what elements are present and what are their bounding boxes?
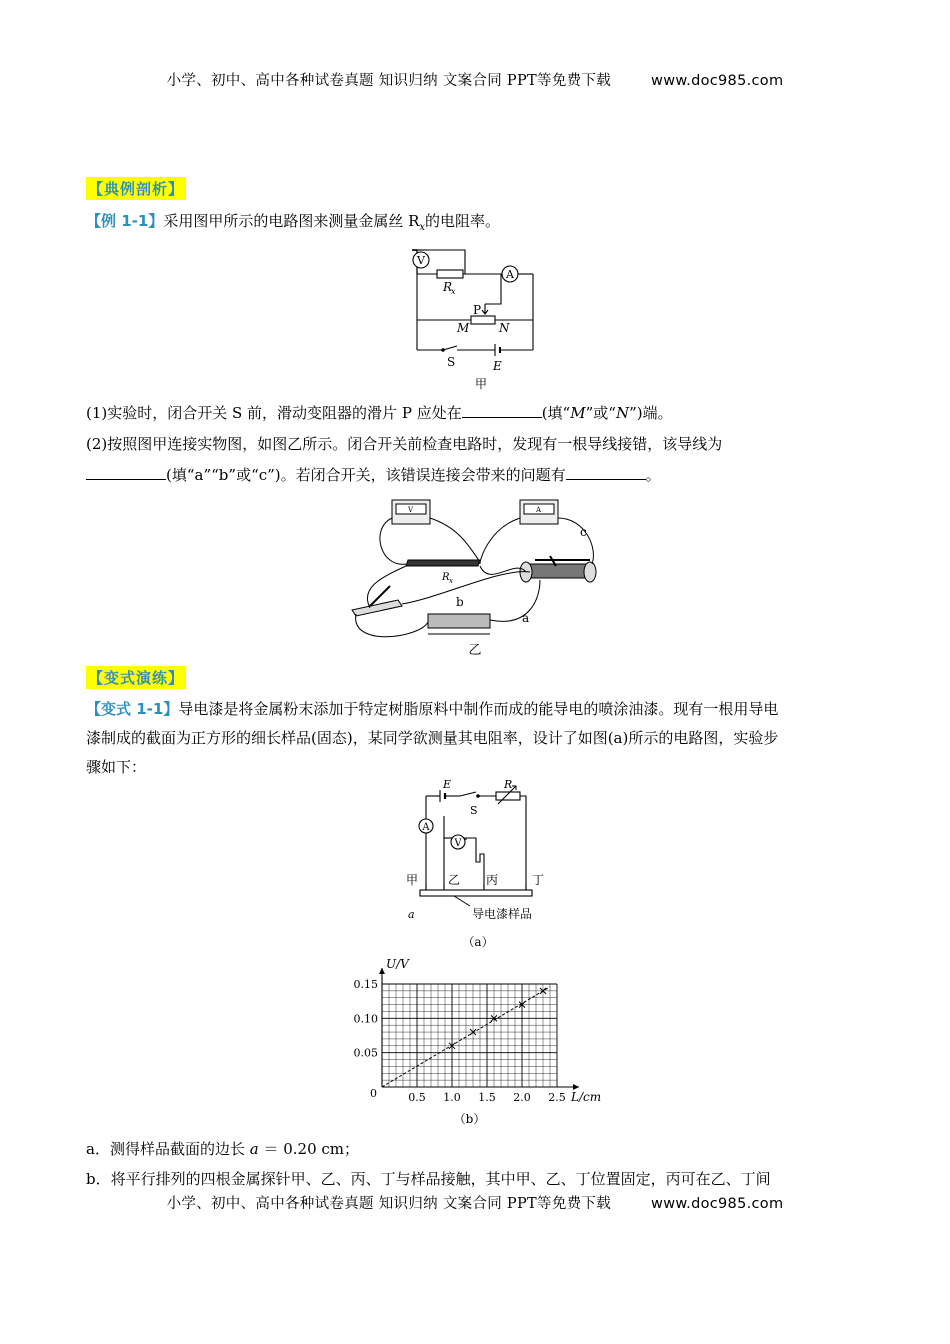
x-tick-label: 2.5: [548, 1091, 566, 1104]
step-b: b．将平行排列的四根金属探针甲、乙、丙、丁与样品接触，其中甲、乙、丁位置固定，丙可在乙、丁间: [86, 1170, 771, 1188]
y-tick-label: 0.15: [353, 978, 378, 991]
q1-option-n: N: [615, 404, 630, 422]
q1-blank[interactable]: [462, 403, 542, 418]
q1-text-c: ”或“: [585, 404, 616, 422]
sample-bar: [420, 890, 532, 896]
step-a-text: a．测得样品截面的边长: [86, 1140, 250, 1158]
fig-a-label-yi: 乙: [448, 873, 461, 887]
origin-label: 0: [370, 1087, 377, 1100]
footer-text: 小学、初中、高中各种试卷真题 知识归纳 文案合同 PPT等免费下载: [166, 1196, 612, 1212]
fig-yi-label-rx-sub: x: [449, 577, 453, 585]
fig-a-label-v: V: [454, 838, 462, 849]
q2-text: (填“a”“b”或“c”)。若闭合开关，该错误连接会带来的问题有: [166, 466, 566, 484]
question-2-line1: (2)按照图甲连接实物图，如图乙所示。闭合开关前检查电路时，发现有一根导线接错，该导线为: [86, 435, 723, 453]
x-tick-label: 2.0: [513, 1091, 531, 1104]
fig-jia-label-rx-sub: x: [451, 287, 456, 296]
page-header: [0, 69, 950, 90]
rheostat: [471, 316, 495, 324]
fig-a-label-bing: 丙: [486, 873, 499, 887]
fig-jia-label-e: E: [493, 359, 502, 373]
fig-jia-label-a: A: [506, 268, 514, 281]
fig-yi-caption: 乙: [468, 643, 482, 658]
fig-a-label-ding: 丁: [532, 873, 545, 887]
q2-end: 。: [645, 466, 661, 484]
x-tick-label: 1.5: [478, 1091, 496, 1104]
figure-jia-circuit: [405, 244, 545, 394]
question-2-line2: [86, 464, 661, 485]
fig-a-label-s: S: [470, 804, 478, 817]
y-axis-arrow: [379, 968, 385, 974]
question-1: [86, 402, 673, 423]
resistor-rx: [437, 270, 463, 278]
footer-url[interactable]: www.doc985.com: [651, 1196, 784, 1212]
example-tag: 【例 1-1】: [86, 212, 164, 230]
q1-text: (1)实验时，闭合开关 S 前，滑动变阻器的滑片 P 应处在: [86, 404, 462, 422]
fig-a-label-r: R: [504, 780, 513, 791]
step-a-var: a: [249, 1140, 259, 1158]
chart-b: [340, 954, 610, 1132]
figure-yi-photo: [340, 488, 610, 658]
example-intro: [86, 210, 500, 233]
fig-jia-label-s: S: [447, 355, 456, 369]
fig-yi-label-a: A: [536, 506, 542, 514]
x-axis-label: L/cm: [571, 1090, 602, 1104]
fig-jia-label-v: V: [417, 254, 425, 267]
fig-yi-label-v: V: [408, 506, 414, 514]
fig-yi-label-a-wire: a: [522, 611, 530, 625]
variant-tag: 【变式 1-1】: [86, 700, 179, 718]
fig-yi-label-c: c: [580, 525, 587, 539]
fig-jia-label-n: N: [499, 321, 510, 335]
q2-blank-1[interactable]: [86, 465, 166, 480]
fig-a-label-a: A: [422, 822, 430, 833]
fig-jia-label-m: M: [457, 321, 470, 335]
example-intro-sub: x: [419, 222, 426, 233]
example-intro-end: 的电阻率。: [425, 212, 501, 230]
variant-line-1-text: 导电漆是将金属粉末添加于特定树脂原料中制作而成的能导电的喷涂油漆。现有一根用导电: [178, 700, 779, 718]
y-tick-label: 0.10: [353, 1012, 378, 1026]
fig-yi-label-b: b: [456, 595, 464, 609]
example-intro-text: 采用图甲所示的电路图来测量金属丝 R: [163, 212, 420, 230]
step-a-value: ＝ 0.20 cm；: [258, 1140, 359, 1158]
header-url[interactable]: www.doc985.com: [651, 73, 784, 89]
y-tick-label: 0.05: [353, 1046, 378, 1060]
fig-jia-label-rx: R: [443, 280, 453, 294]
variant-line-2: 漆制成的截面为正方形的细长样品(固态)，某同学欲测量其电阻率，设计了如图(a)所示的电路图，实验步: [86, 729, 779, 747]
rheostat-r: [496, 792, 520, 800]
fig-yi-label-rx: R: [442, 572, 450, 583]
header-text: 小学、初中、高中各种试卷真题 知识归纳 文案合同 PPT等免费下载: [166, 73, 612, 89]
section-title-example: 【典例剖析】: [86, 177, 186, 200]
fig-a-label-sample: 导电漆样品: [472, 907, 533, 921]
fig-a-caption: （a）: [462, 935, 494, 949]
variant-line-3: 骤如下：: [86, 758, 147, 776]
chart-caption: （b）: [453, 1112, 486, 1126]
fig-jia-label-p: P: [473, 303, 482, 317]
page-footer: [0, 1192, 950, 1213]
q1-option-m: M: [570, 404, 586, 422]
q1-text-d: ”)端。: [629, 404, 673, 422]
x-tick-label: 1.0: [443, 1091, 461, 1104]
variant-line-1: [86, 698, 778, 719]
fig-jia-caption: 甲: [474, 377, 488, 391]
q2-blank-2[interactable]: [566, 465, 646, 480]
figure-a-circuit: [398, 780, 558, 952]
x-tick-label: 0.5: [408, 1091, 426, 1104]
fig-a-label-e: E: [443, 780, 452, 791]
q1-text-b: (填“: [541, 404, 571, 422]
fig-a-label-jia: 甲: [406, 873, 419, 887]
section-title-variant: 【变式演练】: [86, 666, 186, 689]
y-axis-label: U/V: [386, 957, 409, 971]
step-a: [86, 1138, 359, 1159]
fig-a-label-side: a: [408, 908, 415, 921]
